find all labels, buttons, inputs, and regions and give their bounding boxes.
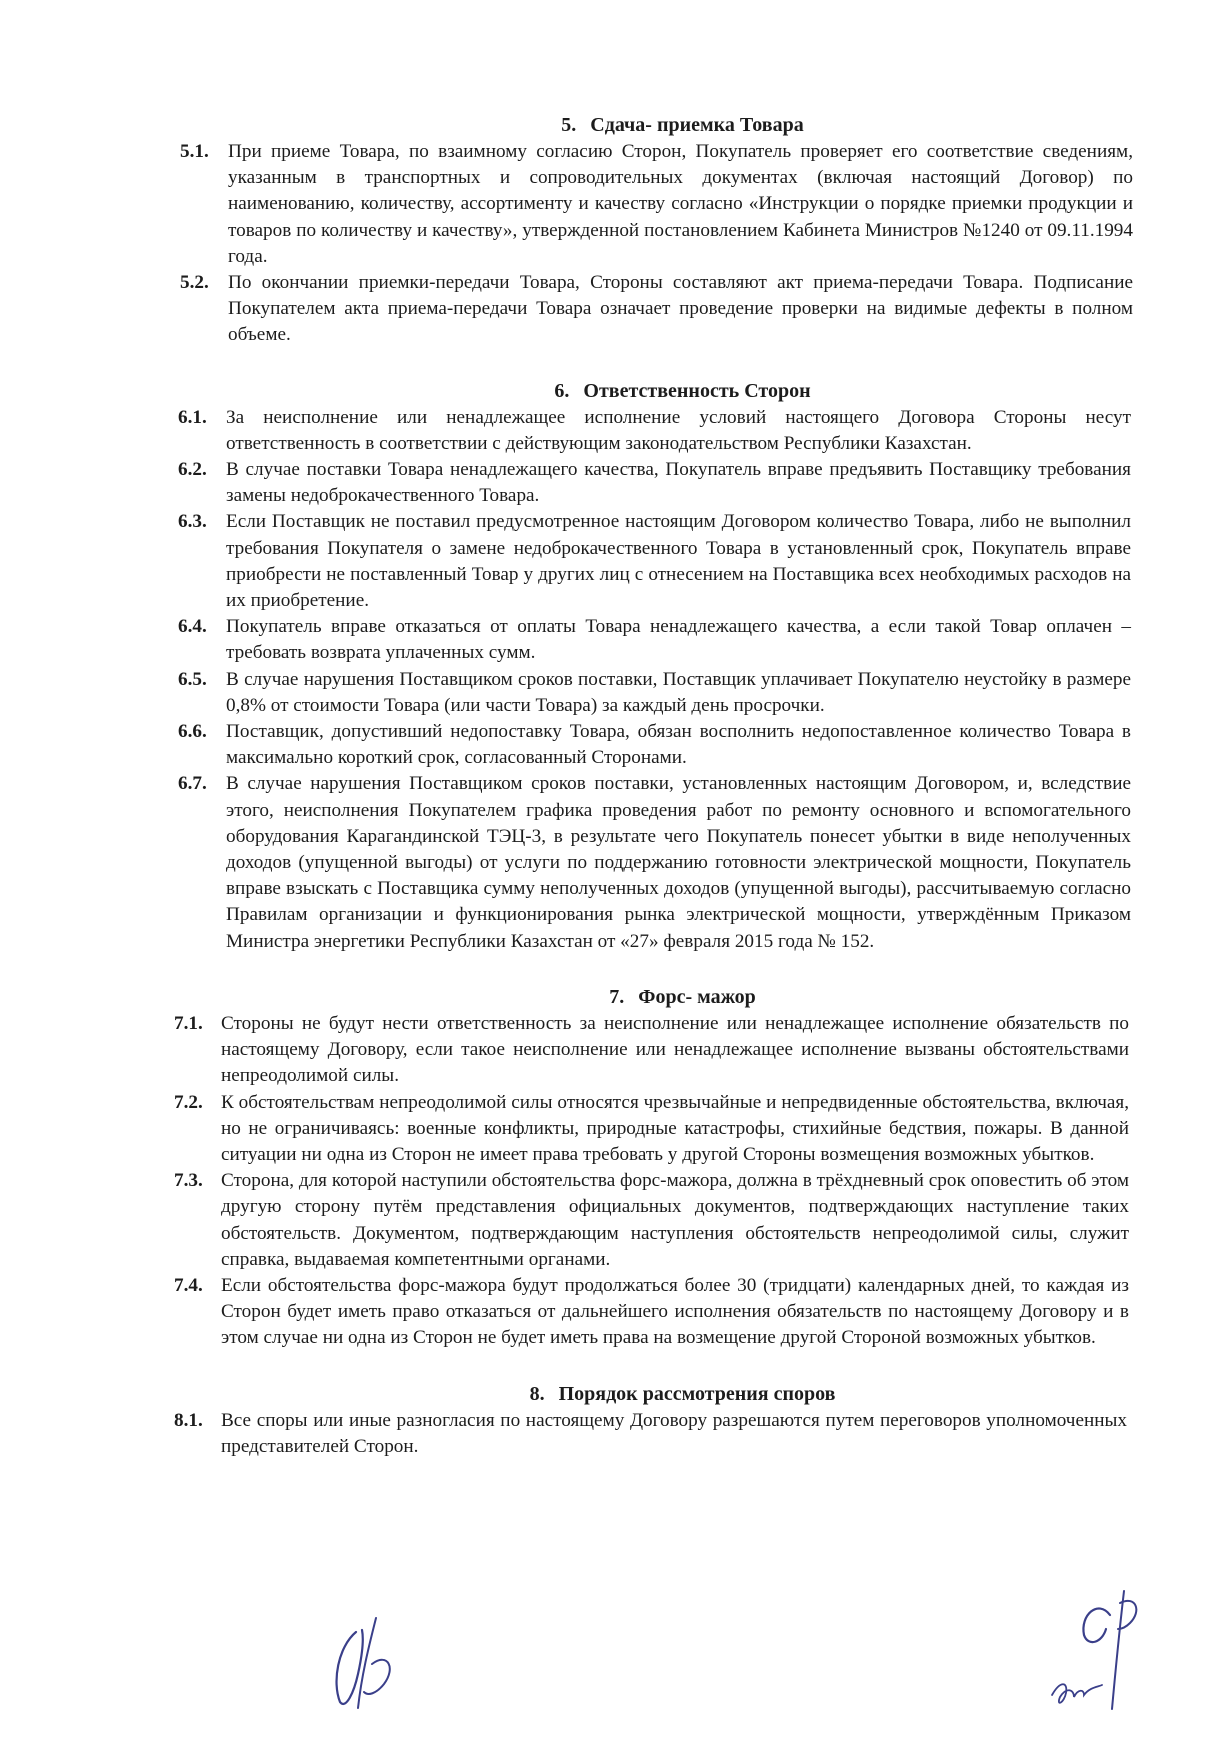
clause-number: 6.5. bbox=[178, 668, 207, 690]
clause-number: 7.1. bbox=[174, 1012, 203, 1034]
right-signature bbox=[1050, 1585, 1150, 1715]
clause-6-7 bbox=[170, 771, 1155, 954]
clause-7-2 bbox=[170, 1090, 1155, 1169]
clause-number: 7.3. bbox=[174, 1170, 203, 1192]
clause-6-2 bbox=[170, 457, 1155, 509]
section-6 bbox=[170, 378, 1155, 955]
signature-stroke bbox=[1052, 1684, 1102, 1703]
clause-text: По окончании приемки-передачи Товара, Стороны составляют акт приема-передачи Товара. Подписание Покупателем акта приема-передачи Товара означает проведение проверки на видимые дефекты в полном объеме. bbox=[228, 272, 1133, 346]
clause-text: Поставщик, допустивший недопоставку Товара, обязан восполнить недопоставленное количество Товара в максимально короткий срок, согласованный Сторонами. bbox=[226, 721, 1131, 769]
clause-6-6 bbox=[170, 719, 1155, 771]
clause-5-2 bbox=[170, 270, 1155, 349]
clause-text: Покупатель вправе отказаться от оплаты Товара ненадлежащего качества, а если такой Товар оплачен – требовать возврата уплаченных сумм. bbox=[226, 616, 1131, 664]
section-title: Сдача- приемка Товара bbox=[590, 114, 804, 136]
section-7 bbox=[170, 984, 1155, 1352]
clause-text: При приеме Товара, по взаимному согласию Сторон, Покупатель проверяет его соответствие сведениям, указанным в транспортных и сопроводительных документах (включая настоящий Договор) по наименованию, количеству, ассортименту и качеству согласно «Инструкции о порядке приемки продукции и товаров по количеству и качеству», утвержденной постановлением Кабинета Министров №1240 от 09.11.1994 года. bbox=[228, 141, 1133, 267]
section-heading bbox=[210, 984, 1155, 1010]
signature-stroke bbox=[1112, 1591, 1124, 1709]
section-number: 7. bbox=[609, 985, 625, 1008]
section-title: Форс- мажор bbox=[638, 985, 756, 1008]
clause-text: Стороны не будут нести ответственность за неисполнение или ненадлежащее исполнение обязательств по настоящему Договору, если такое неисполнение или ненадлежащее исполнение вызваны обстоятельствами непреодолимой силы. bbox=[221, 1012, 1129, 1087]
clause-6-1 bbox=[170, 405, 1155, 457]
signature-stroke bbox=[337, 1630, 363, 1704]
clause-number: 6.4. bbox=[178, 616, 207, 638]
section-number: 8. bbox=[529, 1382, 545, 1405]
clause-number: 7.4. bbox=[174, 1274, 203, 1296]
section-heading bbox=[210, 112, 1155, 138]
clause-7-1 bbox=[170, 1011, 1155, 1090]
clause-5-1 bbox=[170, 139, 1155, 270]
clause-number: 6.3. bbox=[178, 511, 207, 533]
section-title: Ответственность Сторон bbox=[583, 379, 811, 402]
section-5 bbox=[170, 112, 1155, 349]
clause-number: 5.2. bbox=[180, 272, 209, 294]
clause-text: Сторона, для которой наступили обстоятельства форс-мажора, должна в трёхдневный срок оповестить об этом другую сторону путём представления официальных документов, подтверждающих наступление таких обстоятельств. Документом, подтверждающим наступления обстоятельств непреодолимой силы, служит справка, выдаваемая компетентными органами. bbox=[221, 1170, 1129, 1270]
clause-7-3 bbox=[170, 1168, 1155, 1273]
clause-text: К обстоятельствам непреодолимой силы относятся чрезвычайные и непредвиденные обстоятельства, включая, но не ограничиваясь: военные конфликты, природные катастрофы, стихийные бедствия, пожары. В данной ситуации ни одна из Сторон не имеет права требовать у другой Стороны возмещения возможных убытков. bbox=[221, 1091, 1129, 1165]
clause-6-4 bbox=[170, 614, 1155, 666]
section-title: Порядок рассмотрения споров bbox=[558, 1382, 836, 1405]
clause-number: 6.1. bbox=[178, 406, 207, 428]
clause-number: 6.2. bbox=[178, 459, 207, 481]
signature-stroke bbox=[1083, 1608, 1110, 1642]
clause-text: Если Поставщик не поставил предусмотренное настоящим Договором количество Товара, либо не выполнил требования Покупателя о замене недоброкачественного Товара в установленный срок, Покупатель вправе приобрести не поставленный Товар у других лиц с отнесением на Поставщика всех необходимых расходов на их приобретение. bbox=[226, 511, 1131, 612]
clause-number: 8.1. bbox=[174, 1409, 203, 1431]
clause-text: За неисполнение или ненадлежащее исполнение условий настоящего Договора Стороны несут ответственность в соответствии с действующим законодательством Республики Казахстан. bbox=[226, 406, 1131, 454]
signature-stroke bbox=[364, 1660, 390, 1694]
left-signature bbox=[318, 1612, 408, 1712]
clause-7-4 bbox=[170, 1273, 1155, 1352]
clause-number: 6.7. bbox=[178, 773, 207, 795]
clause-number: 6.6. bbox=[178, 721, 207, 743]
clause-6-5 bbox=[170, 667, 1155, 719]
clause-text: В случае поставки Товара ненадлежащего качества, Покупатель вправе предъявить Поставщику требования замены недоброкачественного Товара. bbox=[226, 459, 1131, 507]
clause-number: 7.2. bbox=[174, 1091, 203, 1113]
clause-number: 5.1. bbox=[180, 141, 209, 162]
clause-text: Если обстоятельства форс-мажора будут продолжаться более 30 (тридцати) календарных дней, то каждая из Сторон будет иметь право отказаться от дальнейшего исполнения обязательств по настоящему Договору и в этом случае ни одна из Сторон не будет иметь права на возмещение другой Стороной возможных убытков. bbox=[221, 1274, 1129, 1349]
section-8 bbox=[170, 1381, 1155, 1460]
clause-6-3 bbox=[170, 509, 1155, 614]
clause-8-1 bbox=[170, 1408, 1155, 1460]
section-number: 6. bbox=[554, 379, 570, 402]
document-page bbox=[170, 112, 1155, 1460]
clause-text: В случае нарушения Поставщиком сроков поставки, Поставщик уплачивает Покупателю неустойку в размере 0,8% от стоимости Товара (или части Товара) за каждый день просрочки. bbox=[226, 668, 1131, 716]
clause-text: Все споры или иные разногласия по настоящему Договору разрешаются путем переговоров уполномоченных представителей Сторон. bbox=[221, 1409, 1127, 1457]
section-heading bbox=[210, 1381, 1155, 1407]
clause-text: В случае нарушения Поставщиком сроков поставки, установленных настоящим Договором, и, вследствие этого, неисполнения Покупателем графика проведения работ по ремонту основного и вспомогательного оборудования Карагандинской ТЭЦ-3, в результате чего Покупатель понесет убытки в виде неполученных доходов (упущенной выгоды) от услуги по поддержанию готовности электрической мощности, Покупатель вправе взыскать с Поставщика сумму неполученных доходов (упущенной выгоды), рассчитываемую согласно Правилам организации и функционирования рынка электрической мощности, утверждённым Приказом Министра энергетики Республики Казахстан от «27» февраля 2015 года № 152. bbox=[226, 773, 1131, 952]
section-number: 5. bbox=[561, 114, 577, 136]
section-heading bbox=[210, 378, 1155, 404]
